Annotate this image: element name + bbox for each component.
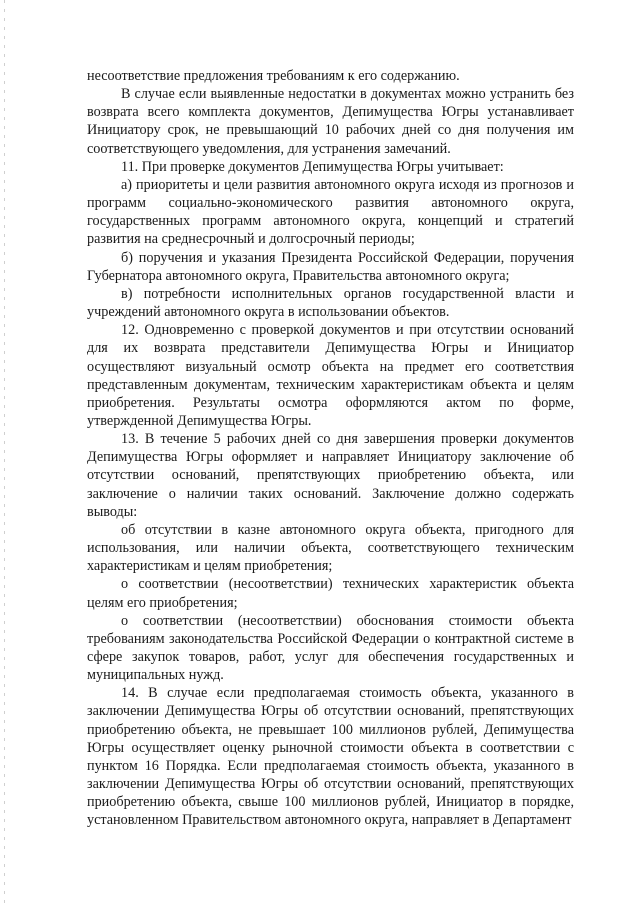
paragraph-11b: б) поручения и указания Президента Российской Федерации, поручения Губернатора автономного округа, Правительства автономного округа; xyxy=(87,249,574,284)
paragraph-13: 13. В течение 5 рабочих дней со дня завершения проверки документов Депимущества Югры оформляет и направляет Инициатору заключение об отсутствии оснований, препятствующих приобретению объекта, или заключение о наличии таких оснований. Заключение должно содержать выводы: xyxy=(87,431,574,520)
paragraph-14: 14. В случае если предполагаемая стоимость объекта, указанного в заключении Депимущества Югры об отсутствии оснований, препятствующих приобретению объекта, не превышает 100 миллионов рублей, Депимущества Югры осуществляет оценку рыночной стоимости объекта в соответствии с пунктом 16 Порядка. Если предполагаемая стоимость объекта, указанного в заключении Депимущества Югры об отсутствии оснований, препятствующих приобретению объекта, свыше 100 миллионов рублей, Инициатор в порядке, установленном Правительством автономного округа, направляет в Департамент xyxy=(87,685,574,829)
paragraph-12: 12. Одновременно с проверкой документов и при отсутствии оснований для их возврата представители Депимущества Югры и Инициатор осуществляют визуальный осмотр объекта на предмет его соответствия представленным документам, техническим характеристикам объекта и целям приобретения. Результаты осмотра оформляются актом по форме, утвержденной Депимущества Югры. xyxy=(87,322,574,429)
paragraph-11: 11. При проверке документов Депимущества Югры учитывает: xyxy=(121,158,504,175)
paragraph-11c: в) потребности исполнительных органов государственной власти и учреждений автономного округа в использовании объектов. xyxy=(87,285,574,321)
paragraph-13-conclusion-1: об отсутствии в казне автономного округа объекта, пригодного для использования, или наличии объекта, соответствующего техническим характеристикам и целям приобретения; xyxy=(87,521,574,575)
scan-edge-mark xyxy=(4,0,5,905)
paragraph-deficiencies: В случае если выявленные недостатки в документах можно устранить без возврата всего комплекта документов, Депимущества Югры устанавливает Инициатору срок, не превышающий 10 рабочих дней со дня получения им соответствующего уведомления, для устранения замечаний. xyxy=(87,86,574,157)
paragraph-11a: а) приоритеты и цели развития автономного округа исходя из прогнозов и программ социально-экономического развития автономного округа, государственных программ автономного округа, концепций и стратегий развития на среднесрочный и долгосрочный периоды; xyxy=(87,176,574,248)
document-body xyxy=(87,67,574,830)
paragraph-continuation: несоответствие предложения требованиям к его содержанию. xyxy=(87,68,460,84)
paragraph-13-conclusion-2: о соответствии (несоответствии) технических характеристик объекта целям его приобретения; xyxy=(87,576,574,611)
paragraph-13-conclusion-3: о соответствии (несоответствии) обоснования стоимости объекта требованиям законодательства Российской Федерации о контрактной системе в сфере закупок товаров, работ, услуг для обеспечения государственных и муниципальных нужд. xyxy=(87,612,574,684)
